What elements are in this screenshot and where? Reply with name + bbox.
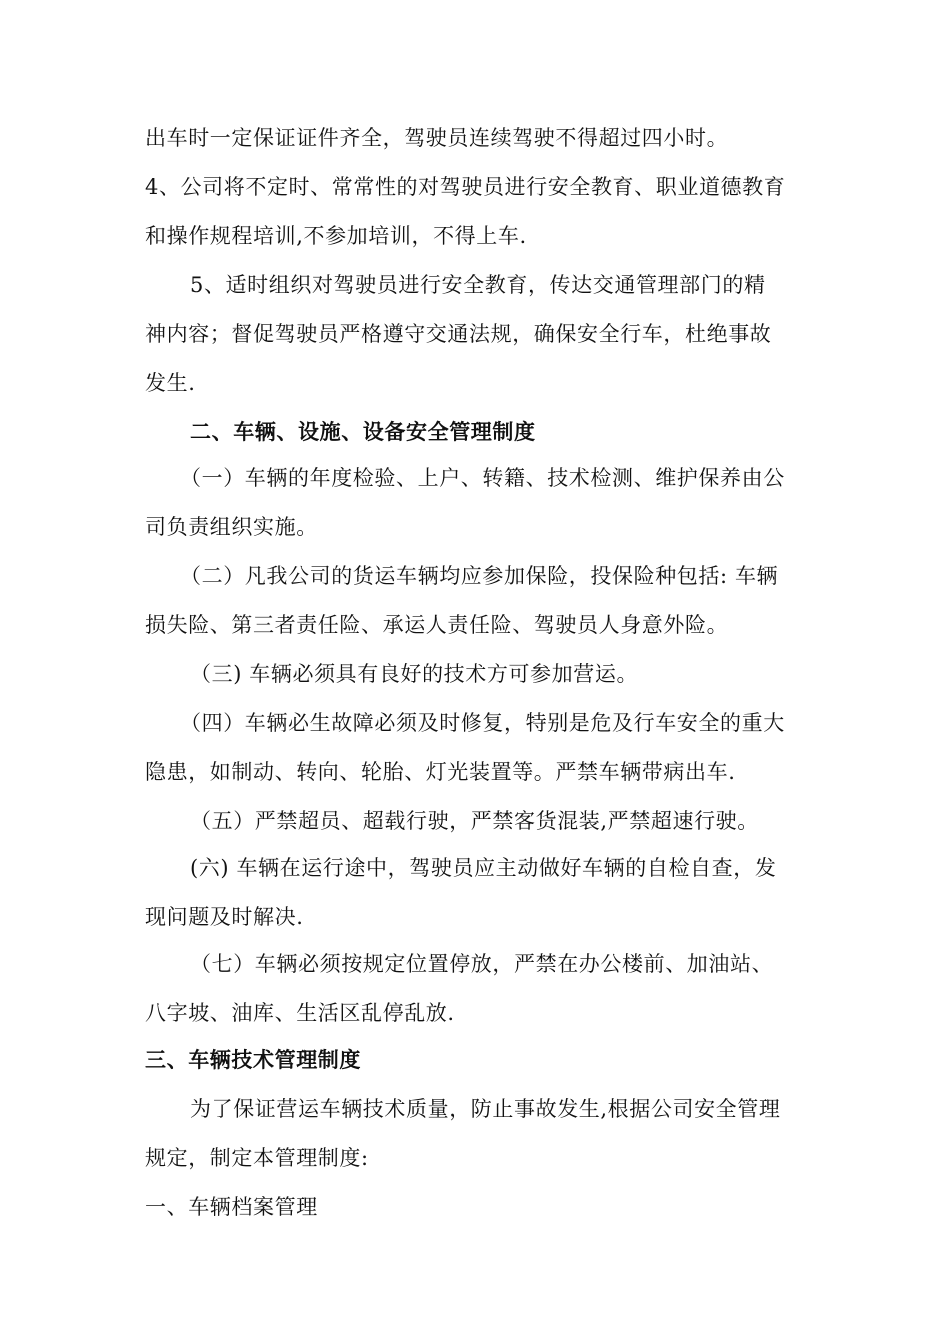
text-line: 损失险、第三者责任险、承运人责任险、驾驶员人身意外险。 [145,613,729,637]
text-line: 神内容；督促驾驶员严格遵守交通法规，确保安全行车，杜绝事故 [145,322,772,346]
text-line: （三) 车辆必须具有良好的技术方可参加营运。 [190,662,639,686]
text-line: 为了保证营运车辆技术质量，防止事故发生,根据公司安全管理 [190,1097,781,1121]
subsection-heading: 一、车辆档案管理 [145,1195,318,1219]
text-line: （四）车辆必生故障必须及时修复，特别是危及行车安全的重大 [180,711,785,735]
text-line: 发生. [145,371,196,395]
section-heading: 三、车辆技术管理制度 [145,1047,361,1072]
text-line: （七）车辆必须按规定位置停放，严禁在办公楼前、加油站、 [190,952,774,976]
text-line: （二）凡我公司的货运车辆均应参加保险，投保险种包括: 车辆 [180,564,779,588]
text-line: 4、公司将不定时、常常性的对驾驶员进行安全教育、职业道德教育 [145,175,786,199]
text-line: (六) 车辆在运行途中，驾驶员应主动做好车辆的自检自查，发 [190,856,777,880]
text-line: 规定，制定本管理制度: [145,1146,369,1170]
text-line: 隐患，如制动、转向、轮胎、灯光装置等。严禁车辆带病出车. [145,760,736,784]
text-line: 八字坡、油库、生活区乱停乱放. [145,1001,455,1025]
text-line: 5、适时组织对驾驶员进行安全教育，传达交通管理部门的精 [190,273,766,297]
text-line: 现问题及时解决. [145,905,304,929]
section-heading: 二、车辆、设施、设备安全管理制度 [190,419,536,444]
text-line: （五）严禁超员、超载行驶，严禁客货混装,严禁超速行驶。 [190,809,759,833]
text-line: 和操作规程培训,不参加培训，不得上车. [145,224,527,248]
text-line: （一）车辆的年度检验、上户、转籍、技术检测、维护保养由公 [180,466,785,490]
text-line: 出车时一定保证证件齐全，驾驶员连续驾驶不得超过四小时。 [145,126,729,150]
text-line: 司负责组织实施。 [145,515,318,539]
